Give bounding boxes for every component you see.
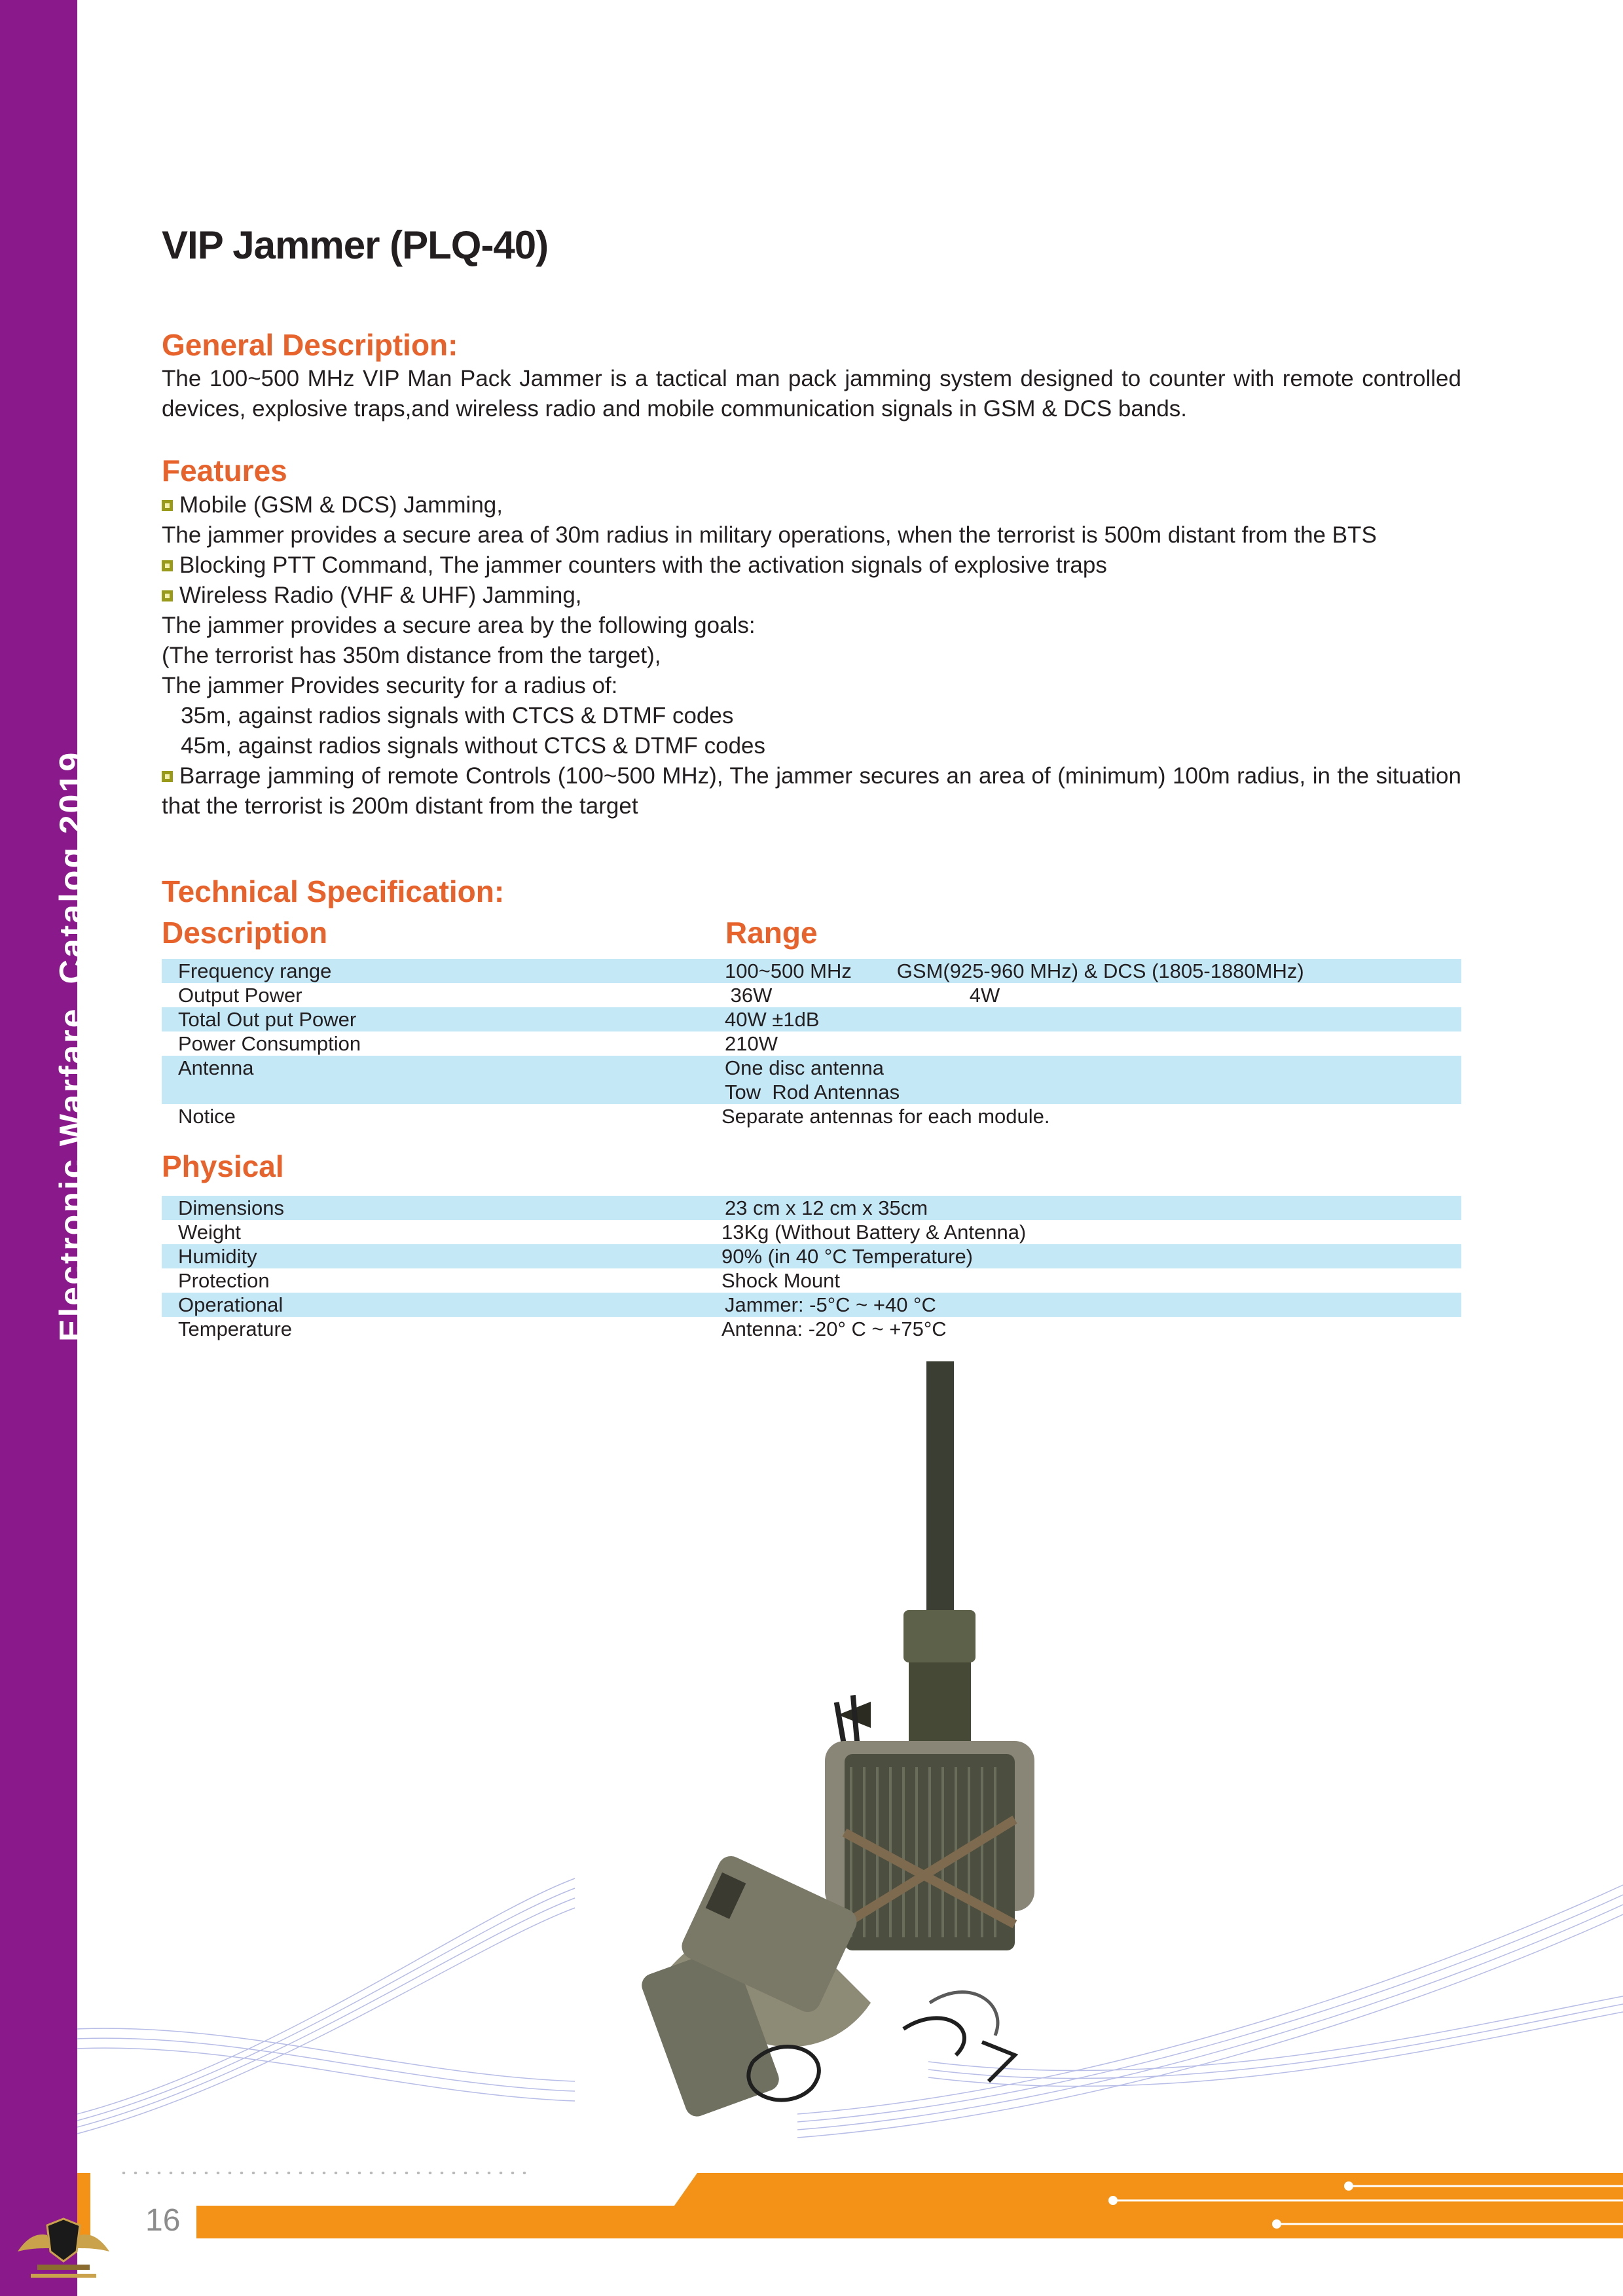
general-description-text: The 100~500 MHz VIP Man Pack Jammer is a tactical man pack jamming system designed to counter with remote controlled devices, explosive traps,and wireless radio and mobile communication signals in GSM & DCS bands. <box>162 366 1461 422</box>
table-row <box>162 1293 1461 1317</box>
row-label: Weight <box>178 1221 241 1244</box>
feature-text: 45m, against radios signals without CTCS & DTMF codes <box>162 733 766 759</box>
features-heading: Features <box>162 454 287 488</box>
row-label: Operational <box>178 1293 283 1316</box>
catalog-title: Electronic Warfare Catalog 2019 <box>53 750 91 1342</box>
footer-dotted-line <box>118 2172 530 2174</box>
row-value: Separate antennas for each module. <box>721 1105 1050 1128</box>
feature-text: The jammer provides a secure area by the following goals: <box>162 613 756 638</box>
table-row <box>162 1244 1461 1268</box>
row-value: Antenna: -20° C ~ +75°C <box>721 1318 947 1340</box>
row-label: Total Out put Power <box>178 1008 357 1031</box>
bullet-icon <box>162 771 173 782</box>
table-row <box>162 1031 1461 1056</box>
row-label: Notice <box>178 1105 236 1128</box>
physical-heading: Physical <box>162 1149 284 1183</box>
table-row <box>162 1220 1461 1244</box>
row-value: 100~500 MHz GSM(925-960 MHz) & DCS (1805-1880MHz) <box>725 960 1304 982</box>
feature-item: Barrage jamming of remote Controls (100~500 MHz), The jammer secures an area of (minimum) 100m radius, in the situation that the terrorist is 200m distant from the target <box>162 763 1461 819</box>
tech-spec-heading: Technical Specification: <box>162 874 505 908</box>
bullet-icon <box>162 560 173 571</box>
table-row <box>162 1104 1461 1128</box>
row-label: Frequency range <box>178 960 332 982</box>
col-range-header: Range <box>725 916 818 950</box>
row-value: Tow Rod Antennas <box>725 1081 900 1103</box>
general-description-heading: General Description: <box>162 328 458 362</box>
feature-item: Wireless Radio (VHF & UHF) Jamming, <box>162 581 582 611</box>
table-row <box>162 1196 1461 1220</box>
table-row <box>162 1007 1461 1031</box>
row-label: Dimensions <box>178 1196 284 1219</box>
physical-table <box>162 1196 1461 1341</box>
page-title: VIP Jammer (PLQ-40) <box>162 223 549 267</box>
row-label: Protection <box>178 1269 270 1292</box>
row-label: Humidity <box>178 1245 257 1268</box>
feature-text: The jammer provides a secure area of 30m radius in military operations, when the terrorist is 500m distant from the BTS <box>162 522 1377 548</box>
row-value: 40W ±1dB <box>725 1008 820 1031</box>
table-row <box>162 959 1461 983</box>
feature-item: Mobile (GSM & DCS) Jamming, <box>162 490 503 520</box>
table-row <box>162 1317 1461 1341</box>
row-value: 90% (in 40 °C Temperature) <box>721 1245 974 1268</box>
col-description-header: Description <box>162 916 328 950</box>
table-row <box>162 1056 1461 1104</box>
table-row <box>162 1268 1461 1293</box>
row-value: Jammer: -5°C ~ +40 °C <box>725 1293 936 1316</box>
row-label: Power Consumption <box>178 1032 361 1055</box>
feature-item: Blocking PTT Command, The jammer counters with the activation signals of explosive traps <box>162 550 1107 581</box>
forum-logo-icon <box>14 2212 113 2287</box>
bullet-icon <box>162 590 173 601</box>
row-value: 23 cm x 12 cm x 35cm <box>725 1196 928 1219</box>
row-value: One disc antenna <box>725 1056 884 1079</box>
feature-text: (The terrorist has 350m distance from the target), <box>162 643 661 668</box>
row-value: 36W 4W <box>725 984 1000 1007</box>
bullet-icon <box>162 500 173 511</box>
row-value: 210W <box>725 1032 778 1055</box>
row-value: 13Kg (Without Battery & Antenna) <box>721 1221 1027 1244</box>
row-label: Output Power <box>178 984 302 1007</box>
feature-text: The jammer Provides security for a radius of: <box>162 673 618 698</box>
jammer-product-photo <box>563 1361 1061 2127</box>
row-value: Shock Mount <box>721 1269 840 1292</box>
feature-text: 35m, against radios signals with CTCS & DTMF codes <box>162 703 734 728</box>
table-row <box>162 983 1461 1007</box>
page-number: 16 <box>145 2203 181 2238</box>
tech-spec-table <box>162 959 1461 1128</box>
row-label: Antenna <box>178 1056 254 1079</box>
row-label: Temperature <box>178 1318 293 1340</box>
